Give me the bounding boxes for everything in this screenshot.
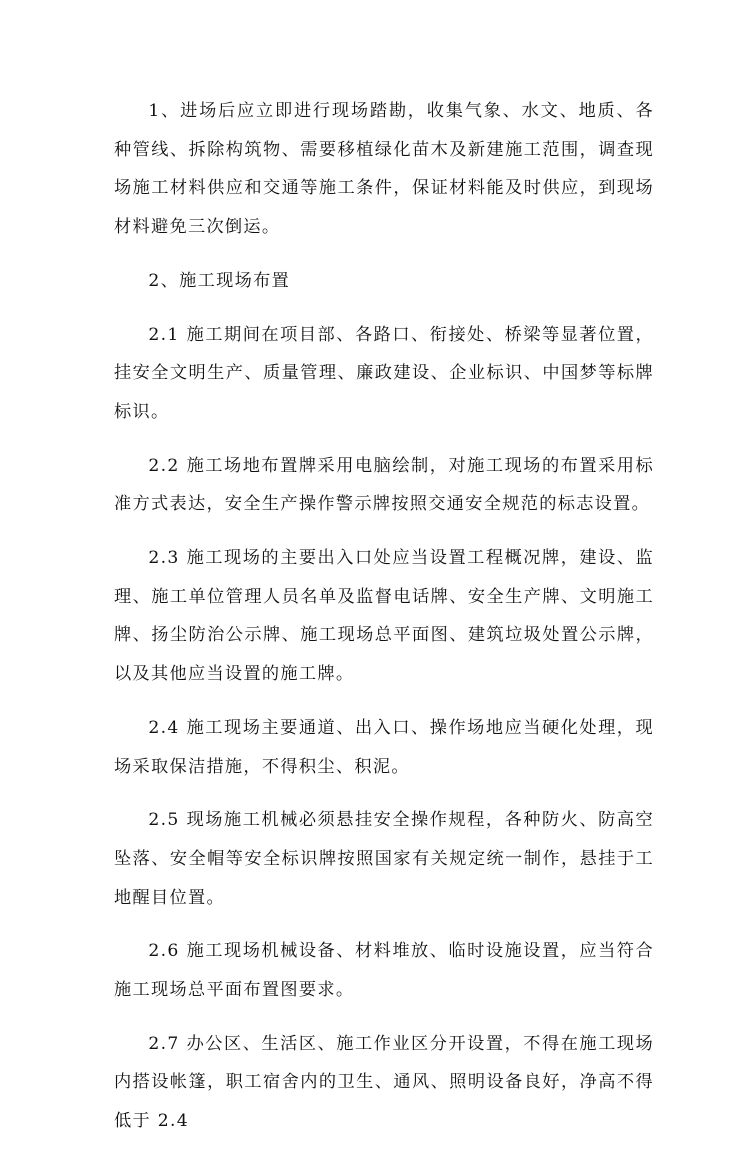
paragraph-2-2: 2.2 施工场地布置牌采用电脑绘制，对施工现场的布置采用标准方式表达，安全生产操作警示牌按照交通安全规范的标志设置。 <box>114 455 654 515</box>
document-body <box>114 92 654 1156</box>
paragraph-2-4: 2.4 施工现场主要通道、出入口、操作场地应当硬化处理，现场采取保洁措施，不得积尘、积泥。 <box>114 717 654 777</box>
section-heading-site-layout: 2、施工现场布置 <box>148 270 291 291</box>
paragraph-site-survey: 1、进场后应立即进行现场踏勘，收集气象、水文、地质、各种管线、拆除构筑物、需要移植绿化苗木及新建施工范围，调查现场施工材料供应和交通等施工条件，保证材料能及时供应，到现场材料避免三次倒运。 <box>114 101 654 238</box>
paragraph-2-3: 2.3 施工现场的主要出入口处应当设置工程概况牌，建设、监理、施工单位管理人员名单及监督电话牌、安全生产牌、文明施工牌、扬尘防治公示牌、施工现场总平面图、建筑垃圾处置公示牌，以及其他应当设置的施工牌。 <box>114 548 654 685</box>
paragraph-2-5: 2.5 现场施工机械必须悬挂安全操作规程，各种防火、防高空坠落、安全帽等安全标识牌按照国家有关规定统一制作，悬挂于工地醒目位置。 <box>114 810 654 908</box>
paragraph-2-7: 2.7 办公区、生活区、施工作业区分开设置，不得在施工现场内搭设帐篷，职工宿舍内的卫生、通风、照明设备良好，净高不得低于 2.4 <box>114 1033 654 1132</box>
paragraph-2-1: 2.1 施工期间在项目部、各路口、衔接处、桥梁等显著位置，挂安全文明生产、质量管理、廉政建设、企业标识、中国梦等标牌标识。 <box>114 324 654 422</box>
paragraph-2-6: 2.6 施工现场机械设备、材料堆放、临时设施设置，应当符合施工现场总平面布置图要求。 <box>114 941 654 1001</box>
